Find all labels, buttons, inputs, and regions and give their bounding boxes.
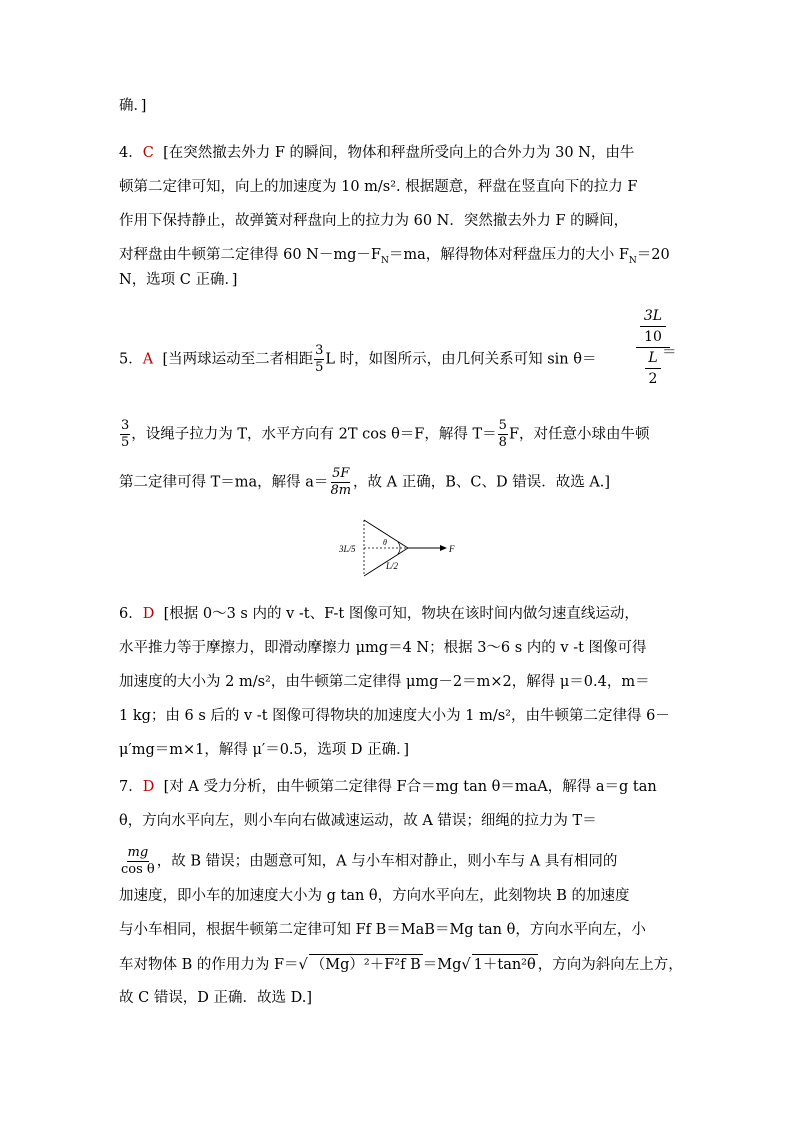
item6-text-5: μ′mg＝m×1，解得 μ′＝0.5，选项 D 正确．] (119, 742, 410, 758)
item5-text-3a: 第二定律可得 T＝ma，解得 a＝ (119, 474, 329, 491)
compound-rule-2 (645, 368, 661, 369)
angle-arc (398, 542, 400, 554)
item4-text-4a: 对秤盘由牛顿第二定律得 60 N－mg－F (119, 247, 381, 263)
item6-answer: D (142, 606, 155, 622)
item6-line5 (119, 740, 409, 760)
item7-text-6a: 车对物体 B 的作用力为 F＝ (119, 957, 299, 973)
compound-bot-num: L (648, 350, 658, 366)
fraction-mg-cos (120, 845, 156, 878)
sqrt-2: 1＋tan²θ (472, 954, 538, 975)
item5-equals (662, 343, 677, 363)
item7-text-5: 与小车相同，根据牛顿第二定律可知 Ff B＝MaB＝Mg tan θ，方向水平向左，小 (119, 922, 646, 938)
item5-text-2b: F，对任意小球由牛顿 (508, 426, 650, 443)
fraction-3-5 (314, 343, 324, 376)
label-F: F (449, 544, 455, 554)
item5-line2 (119, 418, 650, 451)
item6-text-1: [根据 0～3 s 内的 v -t、F-t 图像可知，物块在该时间内做匀速直线运动， (163, 606, 639, 622)
item4-text-4c: ＝20 (636, 247, 670, 263)
item7-text-6b: ＝Mg (422, 957, 462, 973)
item5-text-1a: [当两球运动至二者相距 (162, 351, 314, 368)
item5-line3 (119, 466, 610, 499)
item4-number: 4． (119, 145, 143, 161)
item4-answer: C (142, 145, 154, 161)
item4-text-1: [在突然撤去外力 F 的瞬间，物体和秤盘所受向上的合外力为 30 N，由牛 (163, 145, 635, 161)
frac-den: 5 (315, 360, 324, 375)
force-diagram (336, 518, 466, 580)
item7-answer: D (142, 779, 155, 795)
item7-line3 (119, 845, 617, 878)
frac-num: mg (127, 845, 149, 860)
fraction-5F-8m (329, 466, 352, 499)
item4-sub-1: N (380, 255, 389, 266)
item7-line4 (119, 886, 630, 906)
compound-bot-den: 2 (648, 371, 658, 387)
item7-line7 (119, 988, 312, 1008)
frac-den: 8 (498, 435, 507, 450)
item7-line2 (119, 811, 597, 831)
item4-text-5: N，选项 C 正确．] (119, 272, 238, 288)
item6-text-2: 水平推力等于摩擦力，即滑动摩擦力 μmg＝4 N；根据 3～6 s 内的 v -t 图像可得 (119, 640, 647, 656)
item6-text-4: 1 kg；由 6 s 后的 v -t 图像可得物块的加速度大小为 1 m/s²，由牛顿第二定律得 6－ (119, 708, 670, 724)
frac-den: 8m (330, 483, 352, 498)
item7-line1 (119, 777, 657, 797)
item7-text-2: θ，方向水平向左，则小车向右做减速运动，故 A 错误；细绳的拉力为 T＝ (119, 813, 597, 829)
fraction-3-5b (120, 418, 130, 451)
item5-text-2a: ，设绳子拉力为 T，水平方向有 2T cos θ＝F，解得 T＝ (131, 426, 497, 443)
frac-den: cos θ (121, 862, 155, 877)
fraction-5-8 (498, 418, 508, 451)
item6-line4 (119, 706, 670, 726)
item7-text-7: 故 C 错误，D 正确．故选 D.] (119, 990, 313, 1006)
frac-den: 5 (121, 435, 130, 450)
item7-number: 7． (119, 779, 143, 795)
label-L-2: L/2 (386, 561, 399, 571)
item6-line3 (119, 672, 650, 692)
frac-num: 3 (315, 343, 324, 358)
item6-text-3: 加速度的大小为 2 m/s²，由牛顿第二定律得 μmg－2＝m×2，解得 μ＝0.4，m＝ (119, 674, 650, 690)
item4-sub-2: N (628, 255, 637, 266)
compound-top-den: 10 (644, 329, 662, 345)
frac-num: 5 (498, 418, 507, 433)
compound-rule-1 (640, 326, 666, 327)
item5-number: 5． (119, 351, 143, 368)
item7-text-6c: ，方向为斜向左上方， (537, 957, 683, 973)
item7-line6: 车对物体 B 的作用力为 F＝√ （Mg）²＋F²f B ＝Mg√ 1＋tan²θ ，方向为斜向左上方， (119, 954, 683, 975)
item5-answer: A (142, 351, 154, 368)
item7-line5 (119, 920, 646, 940)
item3-tail (119, 96, 146, 116)
force-arrowhead (440, 545, 447, 551)
item4-line4 (119, 245, 670, 271)
item7-text-3: ，故 B 错误；由题意可知，A 与小车相对静止，则小车与 A 具有相同的 (156, 853, 618, 870)
item6-line1 (119, 604, 639, 624)
item5-text-1b: L 时，如图所示，由几何关系可知 sin θ＝ (325, 351, 597, 368)
item3-tail-text: 确．] (119, 98, 147, 114)
item4-line3 (119, 211, 628, 231)
item4-line1 (119, 143, 634, 163)
sqrt-1: （Mg）²＋F²f B (309, 954, 423, 975)
frac-num: 3 (121, 418, 130, 433)
item5-text-3b: ，故 A 正确，B、C、D 错误．故选 A.] (353, 474, 611, 491)
item4-text-4b: ＝ma，解得物体对秤盘压力的大小 F (388, 247, 629, 263)
frac-num: 5F (332, 466, 350, 481)
label-theta: θ (383, 538, 387, 547)
item6-number: 6． (119, 606, 143, 622)
item4-line5 (119, 270, 237, 290)
item4-line2 (119, 177, 637, 197)
label-3L-5: 3L/5 (339, 544, 356, 554)
compound-top-num: 3L (643, 308, 663, 324)
item5-line1 (119, 343, 596, 376)
item7-text-1: [对 A 受力分析，由牛顿第二定律得 F合＝mg tan θ＝maA，解得 a＝g tan (163, 779, 657, 795)
item4-text-2: 顿第二定律可知，向上的加速度为 10 m/s². 根据题意，秤盘在竖直向下的拉力 F (119, 179, 638, 195)
item5-eq: ＝ (662, 345, 677, 361)
item6-line2 (119, 638, 647, 658)
item7-text-4: 加速度，即小车的加速度大小为 g tan θ，方向水平向左，此刻物块 B 的加速度 (119, 888, 630, 904)
item4-text-3: 作用下保持静止，故弹簧对秤盘向上的拉力为 60 N．突然撤去外力 F 的瞬间， (119, 213, 629, 229)
